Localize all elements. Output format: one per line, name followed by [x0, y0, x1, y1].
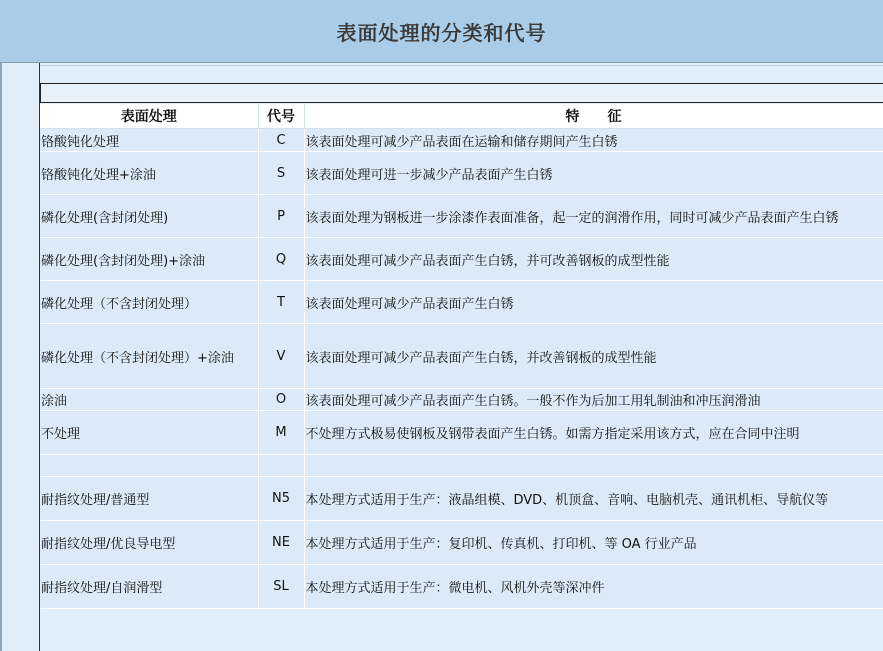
table-row [40, 152, 883, 195]
treatment-feature-cell: 本处理方式适用于生产：微电机、风机外壳等深冲件 [304, 565, 883, 609]
treatment-feature-cell: 该表面处理可减少产品表面产生白锈。一般不作为后加工用轧制油和冲压润滑油 [304, 389, 883, 411]
column-header-feature: 特 征 [304, 104, 883, 129]
table-row [40, 477, 883, 521]
treatment-code-cell: SL [258, 565, 304, 609]
column-header-code: 代号 [258, 104, 304, 129]
treatment-name-cell: 不处理 [40, 411, 258, 455]
treatment-name-cell: 磷化处理(含封闭处理) [40, 195, 258, 238]
treatment-code-cell: P [258, 195, 304, 238]
treatment-feature-cell: 本处理方式适用于生产：复印机、传真机、打印机、等 OA 行业产品 [304, 521, 883, 565]
treatment-code-cell: M [258, 411, 304, 455]
blank-band-bordered [40, 83, 883, 103]
table-row [40, 195, 883, 238]
treatment-feature-cell: 本处理方式适用于生产：液晶组模、DVD、机顶盒、音响、电脑机壳、通讯机柜、导航仪等 [304, 477, 883, 521]
treatment-code-cell: T [258, 281, 304, 324]
treatment-name-cell: 耐指纹处理/普通型 [40, 477, 258, 521]
treatment-feature-cell: 该表面处理可减少产品表面在运输和储存期间产生白锈 [304, 129, 883, 152]
treatment-feature-cell: 该表面处理可减少产品表面产生白锈，并改善钢板的成型性能 [304, 324, 883, 389]
treatment-name-cell [40, 455, 258, 477]
page-title: 表面处理的分类和代号 [336, 20, 547, 45]
treatment-code-cell: NE [258, 521, 304, 565]
table-row [40, 324, 883, 389]
page-header [0, 0, 883, 63]
treatment-feature-cell [304, 455, 883, 477]
treatment-name-cell: 耐指纹处理/优良导电型 [40, 521, 258, 565]
treatment-name-cell: 磷化处理(含封闭处理)+涂油 [40, 238, 258, 281]
treatment-code-cell: Q [258, 238, 304, 281]
treatment-feature-cell: 该表面处理为钢板进一步涂漆作表面准备，起一定的润滑作用，同时可减少产品表面产生白锈 [304, 195, 883, 238]
treatment-code-cell: S [258, 152, 304, 195]
treatment-code-cell: O [258, 389, 304, 411]
treatment-feature-cell: 该表面处理可减少产品表面产生白锈 [304, 281, 883, 324]
treatment-name-cell: 铬酸钝化处理 [40, 129, 258, 152]
table-header-row [40, 104, 883, 129]
surface-treatment-table-wrap [40, 104, 883, 609]
blank-band-top [40, 65, 883, 83]
treatment-code-cell: C [258, 129, 304, 152]
surface-treatment-table [40, 104, 883, 609]
table-row [40, 389, 883, 411]
table-row [40, 238, 883, 281]
table-row [40, 129, 883, 152]
treatment-feature-cell: 该表面处理可减少产品表面产生白锈，并可改善钢板的成型性能 [304, 238, 883, 281]
column-header-name: 表面处理 [40, 104, 258, 129]
table-row [40, 281, 883, 324]
table-row [40, 411, 883, 455]
treatment-name-cell: 磷化处理（不含封闭处理）+涂油 [40, 324, 258, 389]
treatment-code-cell: V [258, 324, 304, 389]
treatment-name-cell: 涂油 [40, 389, 258, 411]
treatment-feature-cell: 不处理方式极易使钢板及钢带表面产生白锈。如需方指定采用该方式，应在合同中注明 [304, 411, 883, 455]
treatment-code-cell [258, 455, 304, 477]
treatment-name-cell: 铬酸钝化处理+涂油 [40, 152, 258, 195]
treatment-code-cell: N5 [258, 477, 304, 521]
treatment-feature-cell: 该表面处理可进一步减少产品表面产生白锈 [304, 152, 883, 195]
table-row [40, 565, 883, 609]
treatment-name-cell: 耐指纹处理/自润滑型 [40, 565, 258, 609]
left-rail [0, 63, 2, 651]
table-row [40, 521, 883, 565]
table-row-empty [40, 455, 883, 477]
content-area [0, 63, 883, 651]
treatment-name-cell: 磷化处理（不含封闭处理） [40, 281, 258, 324]
